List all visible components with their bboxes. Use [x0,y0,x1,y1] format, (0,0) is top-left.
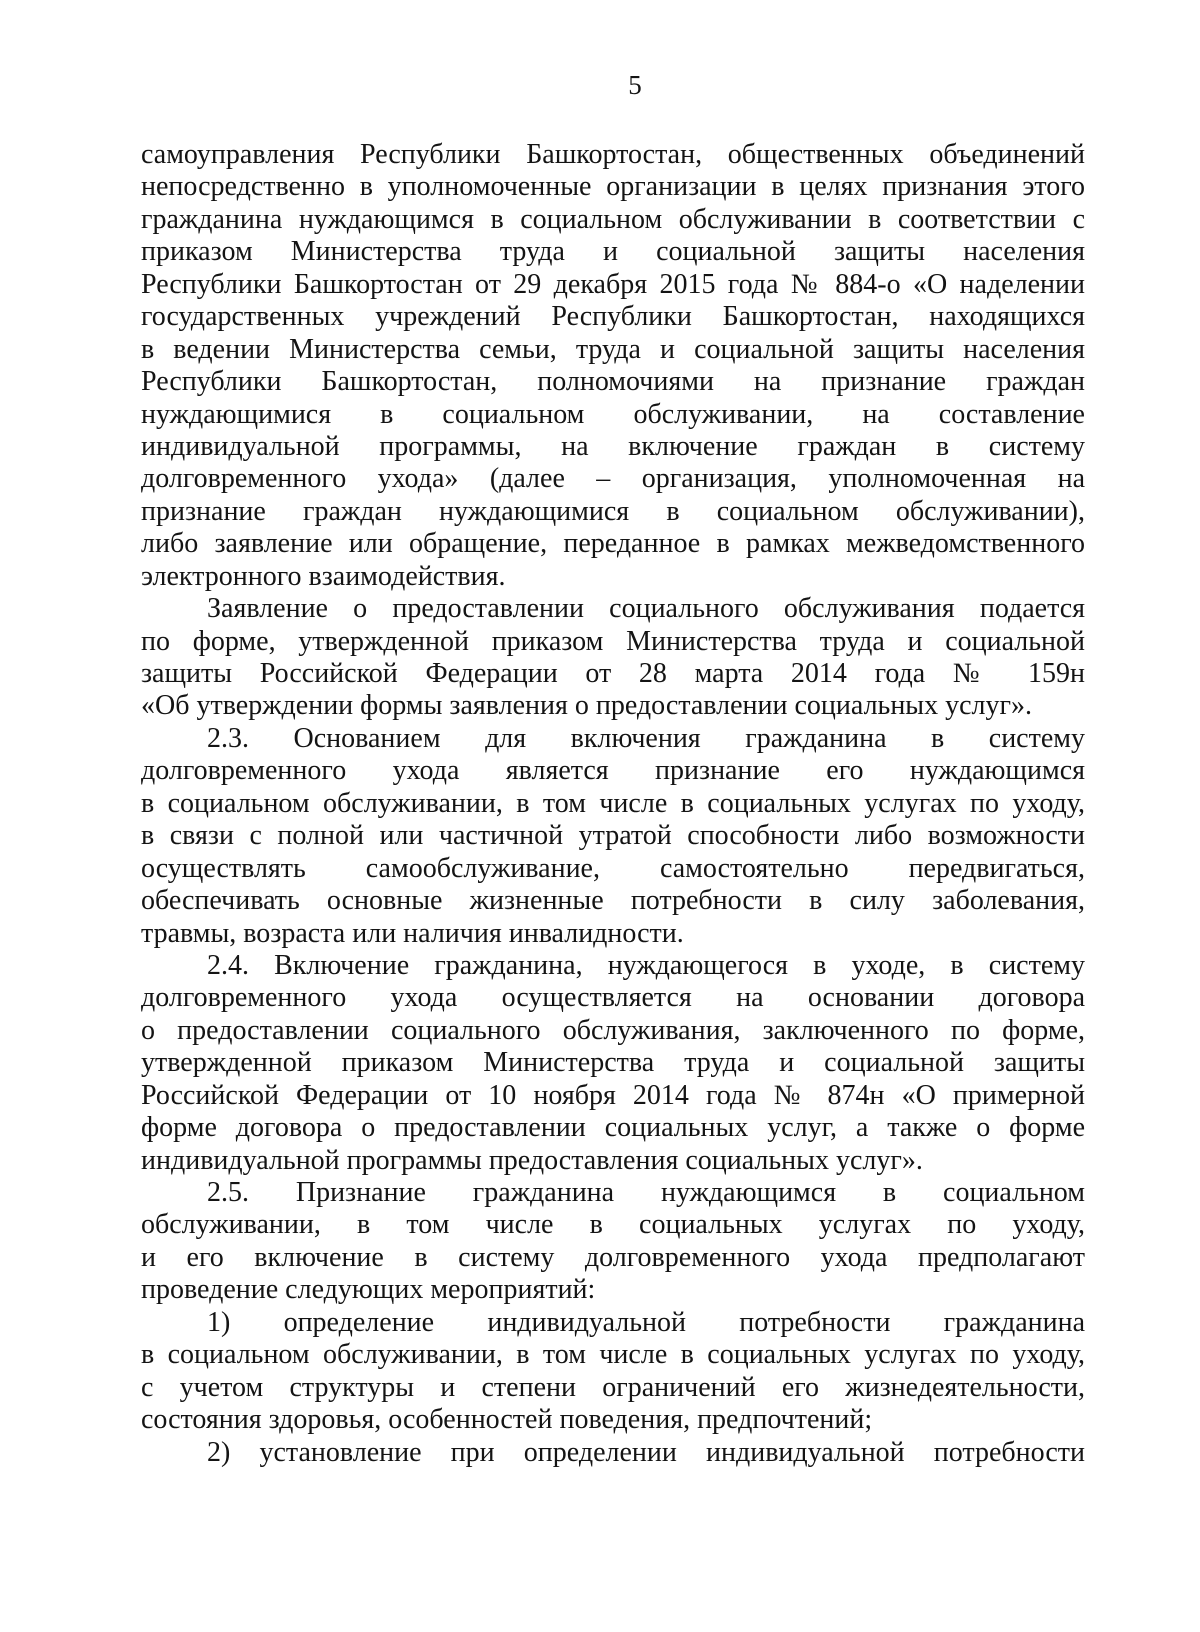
text-line: «Об утверждении формы заявления о предоставлении социальных услуг». [141,690,1032,722]
text-line: в социальном обслуживании, в том числе в социальных услугах по уходу, [141,1339,1085,1371]
text-line: Республики Башкортостан, полномочиями на признание граждан [141,366,1085,398]
text-line: утвержденной приказом Министерства труда и социальной защиты [141,1047,1085,1079]
text-line: обслуживании, в том числе в социальных услугах по уходу, [141,1209,1085,1241]
text-line: электронного взаимодействия. [141,560,506,592]
text-line: проведение следующих мероприятий: [141,1274,596,1306]
text-line: 1) определение индивидуальной потребности гражданина [207,1306,1085,1338]
text-line: нуждающимися в социальном обслуживании, на составление [141,398,1085,430]
text-line: состояния здоровья, особенностей поведения, предпочтений; [141,1404,873,1436]
text-line: гражданина нуждающимся в социальном обслуживании в соответствии с [141,203,1085,235]
text-line: защиты Российской Федерации от 28 марта 2014 года № 159н [141,658,1085,689]
text-line: Российской Федерации от 10 ноября 2014 года № 874н «О примерной [141,1079,1085,1111]
text-line: в связи с полной или частичной утратой способности либо возможности [141,820,1085,852]
text-line: о предоставлении социального обслуживания, заключенного по форме, [141,1014,1085,1046]
text-line: либо заявление или обращение, переданное в рамках межведомственного [141,528,1085,560]
text-line: с учетом структуры и степени ограничений его жизнедеятельности, [141,1371,1085,1403]
text-line: приказом Министерства труда и социальной защиты населения [141,236,1085,268]
text-line: государственных учреждений Республики Башкортостан, находящихся [141,301,1085,333]
text-line: индивидуальной программы, на включение граждан в систему [141,430,1085,462]
text-line: долговременного ухода является признание его нуждающимся [141,755,1085,787]
text-line: 2.5. Признание гражданина нуждающимся в социальном [207,1177,1085,1208]
text-line: непосредственно в уполномоченные организации в целях признания этого [141,171,1085,203]
text-line: в ведении Министерства семьи, труда и социальной защиты населения [141,333,1085,365]
text-line: 2.3. Основанием для включения гражданина в систему [207,722,1085,754]
text-line: 2) установление при определении индивидуальной потребности [207,1436,1085,1468]
text-line: Заявление о предоставлении социального обслуживания подается [207,593,1085,625]
page-number: 5 [628,70,642,100]
text-line: долговременного ухода» (далее – организация, уполномоченная на [141,463,1085,495]
text-line: обеспечивать основные жизненные потребности в силу заболевания, [141,885,1085,917]
text-line: признание граждан нуждающимися в социальном обслуживании), [141,495,1085,527]
text-line: форме договора о предоставлении социальных услуг, а также о форме [141,1112,1085,1144]
text-line: в социальном обслуживании, в том числе в социальных услугах по уходу, [141,787,1085,819]
text-line: самоуправления Республики Башкортостан, общественных объединений [141,139,1085,170]
text-line: Республики Башкортостан от 29 декабря 2015 года № 884-о «О наделении [141,268,1085,300]
document-body [141,139,1085,1469]
text-line: осуществлять самообслуживание, самостоятельно передвигаться, [141,852,1085,884]
text-line: по форме, утвержденной приказом Министерства труда и социальной [141,625,1085,657]
text-line: травмы, возраста или наличия инвалидности. [141,917,684,949]
text-line: 2.4. Включение гражданина, нуждающегося в уходе, в систему [207,949,1085,981]
text-line: и его включение в систему долговременного ухода предполагают [141,1241,1085,1273]
text-line: индивидуальной программы предоставления социальных услуг». [141,1144,923,1176]
text-line: долговременного ухода осуществляется на основании договора [141,982,1085,1014]
